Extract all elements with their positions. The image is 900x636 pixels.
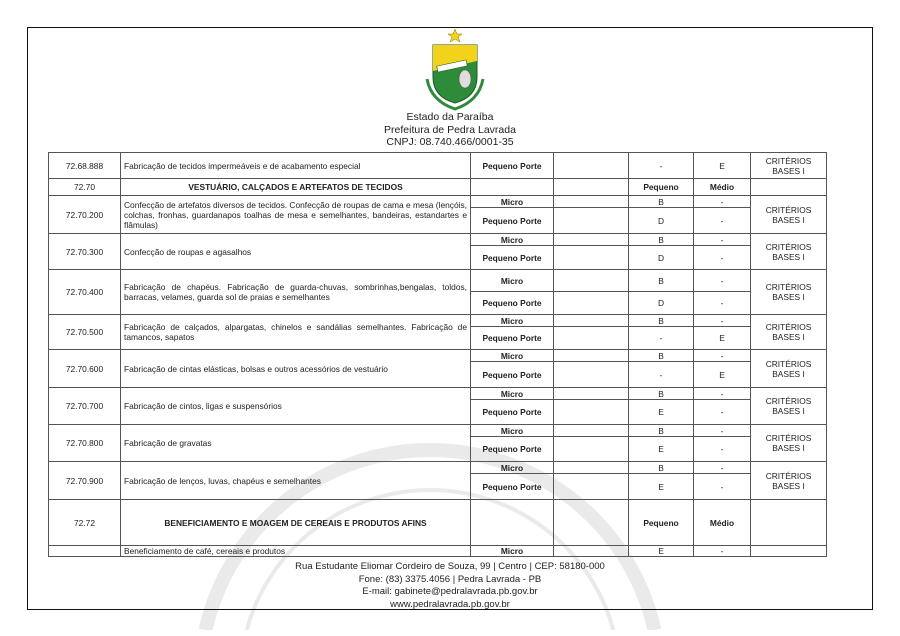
footer-email: E-mail: gabinete@pedralavrada.pb.gov.br (362, 586, 538, 598)
pequeno-value: B (629, 315, 694, 327)
pequeno-value: D (629, 246, 694, 270)
empty-cell (554, 327, 629, 350)
table-row (49, 153, 827, 179)
prefecture-name: Prefeitura de Pedra Lavrada (384, 123, 516, 136)
category-title: VESTUÁRIO, CALÇADOS E ARTEFATOS DE TECIDOS (121, 179, 471, 196)
pequeno-value: E (629, 546, 694, 557)
activity-code: 72.70.300 (49, 234, 121, 270)
medio-value: - (694, 208, 751, 234)
pequeno-value: B (629, 350, 694, 362)
pedra-lavrada-coat-of-arms-logo (421, 27, 489, 111)
criteria: CRITÉRIOS BASES I (751, 270, 827, 315)
company-size: Micro (471, 196, 554, 208)
empty-cell (554, 500, 629, 546)
table-row (49, 234, 827, 246)
empty-cell (554, 400, 629, 425)
medio-value: - (694, 474, 751, 500)
company-size: Pequeno Porte (471, 400, 554, 425)
company-size: Micro (471, 270, 554, 292)
company-size: Micro (471, 388, 554, 400)
medio-value: - (694, 270, 751, 292)
category-row (49, 179, 827, 196)
pequeno-value: B (629, 462, 694, 474)
empty-cell (751, 179, 827, 196)
medio-value: E (694, 153, 751, 179)
empty-cell (554, 546, 629, 557)
activity-code (49, 546, 121, 557)
company-size: Pequeno Porte (471, 292, 554, 315)
letterhead (0, 111, 900, 149)
pequeno-value: - (629, 327, 694, 350)
empty-cell (554, 462, 629, 474)
criteria: CRITÉRIOS BASES I (751, 315, 827, 350)
activity-description: Fabricação de lenços, luvas, chapéus e semelhantes (121, 462, 471, 500)
medio-value: - (694, 546, 751, 557)
empty-cell (554, 362, 629, 388)
table-row (49, 462, 827, 474)
activity-code: 72.70.700 (49, 388, 121, 425)
activity-description: Fabricação de chapéus. Fabricação de guarda-chuvas, sombrinhas,bengalas, toldos, barracas, velames, guarda sol de praias e semelhantes (121, 270, 471, 315)
empty-cell (554, 234, 629, 246)
criteria: CRITÉRIOS BASES I (751, 388, 827, 425)
activity-description: Beneficiamento de café, cereais e produtos (121, 546, 471, 557)
table-row (49, 315, 827, 327)
empty-cell (554, 315, 629, 327)
pequeno-header: Pequeno (629, 179, 694, 196)
empty-cell (554, 437, 629, 462)
table-row (49, 350, 827, 362)
empty-cell (554, 388, 629, 400)
footer-website: www.pedralavrada.pb.gov.br (390, 598, 510, 610)
company-size: Pequeno Porte (471, 208, 554, 234)
company-size: Micro (471, 234, 554, 246)
pequeno-value: E (629, 400, 694, 425)
company-size: Pequeno Porte (471, 327, 554, 350)
cnpj: CNPJ: 08.740.466/0001-35 (386, 136, 514, 148)
medio-value: - (694, 437, 751, 462)
footer-address: Rua Estudante Eliomar Cordeiro de Souza, 99 | Centro | CEP: 58180-000 (295, 561, 605, 572)
pequeno-value: E (629, 474, 694, 500)
state-name: Estado da Paraíba (406, 111, 494, 123)
pequeno-value: D (629, 208, 694, 234)
activity-description: Fabricação de cintas elásticas, bolsas e outros acessórios de vestuário (121, 350, 471, 388)
activity-description: Fabricação de calçados, alpargatas, chinelos e sandálias semelhantes. Fabricação de tamancos, sapatos (121, 315, 471, 350)
pequeno-value: B (629, 270, 694, 292)
pequeno-value: B (629, 234, 694, 246)
medio-value: - (694, 350, 751, 362)
activity-description: Fabricação de cintos, ligas e suspensórios (121, 388, 471, 425)
footer-phone: Fone: (83) 3375.4056 | Pedra Lavrada - PB (358, 573, 542, 585)
activity-description: Fabricação de gravatas (121, 425, 471, 462)
empty-cell (751, 500, 827, 546)
pequeno-value: - (629, 153, 694, 179)
category-code: 72.72 (49, 500, 121, 546)
activity-code: 72.70.800 (49, 425, 121, 462)
medio-value: - (694, 196, 751, 208)
empty-cell (554, 246, 629, 270)
pequeno-value: B (629, 425, 694, 437)
activity-code: 72.70.400 (49, 270, 121, 315)
empty-cell (554, 196, 629, 208)
pequeno-value: B (629, 196, 694, 208)
medio-value: - (694, 315, 751, 327)
empty-cell (554, 208, 629, 234)
activity-code: 72.70.200 (49, 196, 121, 234)
medio-value: - (694, 246, 751, 270)
table-row (49, 546, 827, 557)
pequeno-value: - (629, 362, 694, 388)
criteria: CRITÉRIOS BASES I (751, 425, 827, 462)
medio-value: - (694, 462, 751, 474)
medio-value: - (694, 425, 751, 437)
activity-code: 72.70.900 (49, 462, 121, 500)
empty-cell (554, 425, 629, 437)
category-code: 72.70 (49, 179, 121, 196)
medio-header: Médio (694, 500, 751, 546)
empty-cell (554, 153, 629, 179)
company-size: Micro (471, 462, 554, 474)
empty-cell (554, 270, 629, 292)
criteria: CRITÉRIOS BASES I (751, 462, 827, 500)
empty-cell (554, 292, 629, 315)
activity-description: Confecção de artefatos diversos de tecidos. Confecção de roupas de cama e mesa (lençóis, colchas, fronhas, guardanapos toalhas de mesa e semelhantes, bandeiras, estandartes e flâmulas) (121, 196, 471, 234)
medio-value: E (694, 362, 751, 388)
medio-value: - (694, 234, 751, 246)
company-size: Pequeno Porte (471, 153, 554, 179)
criteria: CRITÉRIOS BASES I (751, 234, 827, 270)
table-row (49, 270, 827, 292)
pequeno-value: E (629, 437, 694, 462)
table-row (49, 196, 827, 208)
footer (0, 561, 900, 611)
company-size: Micro (471, 425, 554, 437)
empty-cell (554, 350, 629, 362)
company-size: Pequeno Porte (471, 362, 554, 388)
table-row (49, 388, 827, 400)
company-size: Micro (471, 546, 554, 557)
activity-code: 72.68.888 (49, 153, 121, 179)
empty-cell (554, 474, 629, 500)
activity-code: 72.70.600 (49, 350, 121, 388)
activity-code: 72.70.500 (49, 315, 121, 350)
activity-table (48, 152, 827, 557)
company-size: Pequeno Porte (471, 474, 554, 500)
pequeno-value: B (629, 388, 694, 400)
medio-value: E (694, 327, 751, 350)
category-row (49, 500, 827, 546)
pequeno-value: D (629, 292, 694, 315)
medio-value: - (694, 388, 751, 400)
empty-cell (554, 179, 629, 196)
company-size: Pequeno Porte (471, 437, 554, 462)
medio-value: - (694, 292, 751, 315)
activity-description: Confecção de roupas e agasalhos (121, 234, 471, 270)
company-size: Micro (471, 315, 554, 327)
empty-cell (471, 500, 554, 546)
pequeno-header: Pequeno (629, 500, 694, 546)
activity-description: Fabricação de tecidos impermeáveis e de acabamento especial (121, 153, 471, 179)
category-title: BENEFICIAMENTO E MOAGEM DE CEREAIS E PRODUTOS AFINS (121, 500, 471, 546)
criteria (751, 546, 827, 557)
company-size: Pequeno Porte (471, 246, 554, 270)
criteria: CRITÉRIOS BASES I (751, 196, 827, 234)
medio-value: - (694, 400, 751, 425)
company-size: Micro (471, 350, 554, 362)
empty-cell (471, 179, 554, 196)
criteria: CRITÉRIOS BASES I (751, 153, 827, 179)
criteria: CRITÉRIOS BASES I (751, 350, 827, 388)
table-row (49, 425, 827, 437)
medio-header: Médio (694, 179, 751, 196)
